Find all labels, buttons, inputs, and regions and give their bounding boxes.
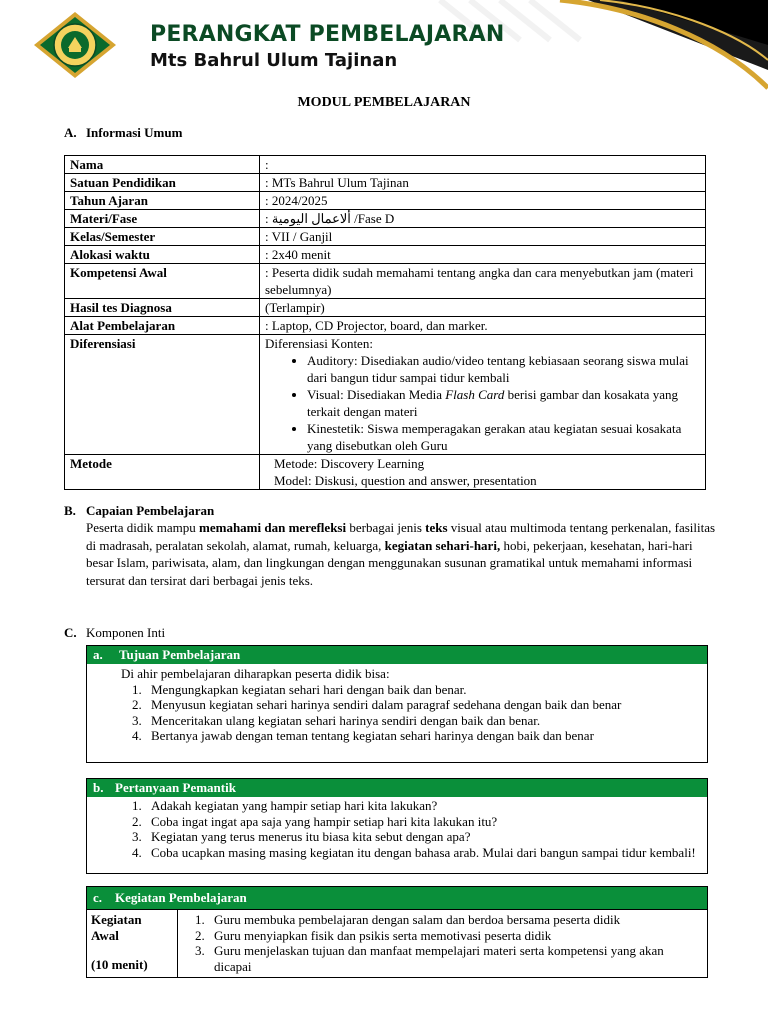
section-letter: C. [64, 625, 77, 640]
tujuan-box [86, 645, 708, 763]
text-run: berbagai jenis [346, 520, 426, 535]
table-row [65, 174, 706, 192]
pemantik-header [87, 779, 707, 797]
list-item: 2. Menyusun kegiatan sehari harinya sendiri dalam paragraf sedehana dengan baik dan benar [145, 697, 701, 713]
table-row [65, 264, 706, 299]
school-logo [32, 10, 118, 80]
document-title: MODUL PEMBELAJARAN [297, 95, 471, 110]
kegiatan-table [87, 910, 707, 978]
diferensiasi-list [265, 352, 700, 454]
list-item: 4. Coba ucapkan masing masing kegiatan itu dengan bahasa arab. Mulai dari bangun sampai tidur kembali! [145, 845, 701, 861]
list-item: 2. Guru menyiapkan fisik dan psikis serta memotivasi peserta didik [208, 928, 703, 944]
item-emphasis: Flash Card [445, 387, 505, 402]
capaian-paragraph [86, 519, 716, 589]
row-label: Satuan Pendidikan [65, 174, 260, 192]
list-item: 1. Adakah kegiatan yang hampir setiap hari kita lakukan? [145, 798, 701, 814]
section-c-heading [64, 625, 165, 641]
section-title: Komponen Inti [86, 625, 166, 640]
tujuan-header [87, 646, 707, 664]
model-line: Model: Diskusi, question and answer, presentation [274, 473, 537, 488]
row-value [260, 455, 706, 490]
section-letter: B. [64, 503, 76, 518]
header-title: PERANGKAT PEMBELAJARAN [150, 22, 505, 47]
pemantik-list [93, 798, 701, 860]
table-row [65, 455, 706, 490]
kegiatan-label: Awal [91, 927, 119, 943]
row-value: : MTs Bahrul Ulum Tajinan [260, 174, 706, 192]
text-run: Peserta didik mampu [86, 520, 200, 535]
section-title: Informasi Umum [86, 125, 183, 140]
row-label: Hasil tes Diagnosa [65, 299, 260, 317]
row-label: Materi/Fase [65, 210, 260, 228]
tujuan-list [93, 682, 701, 744]
pemantik-box [86, 778, 708, 874]
box-letter: c. [93, 890, 103, 905]
item-text: berisi gambar dan kosakata yang terkait dengan materi [307, 387, 678, 419]
list-item: • Auditory: Disediakan audio/video tentang kebiasaan seorang siswa mulai dari bangun tidur sampai tidur kembali [307, 352, 700, 386]
list-item: • Kinestetik: Siswa memperagakan gerakan atau kegiatan sesuai kosakata yang disebutkan oleh Guru [307, 420, 700, 454]
kegiatan-box [86, 886, 708, 978]
row-value: : Laptop, CD Projector, board, dan marker. [260, 317, 706, 335]
box-title: Tujuan Pembelajaran [119, 647, 241, 662]
list-item: 3. Menceritakan ulang kegiatan sehari harinya sendiri dengan baik dan benar. [145, 713, 701, 729]
row-label: Kompetensi Awal [65, 264, 260, 299]
list-item: 4. Bertanya jawab dengan teman tentang kegiatan sehari harinya dengan baik dan benar [145, 728, 701, 744]
kegiatan-time: (10 menit) [91, 957, 148, 973]
metode-line: Metode: Discovery Learning [274, 456, 425, 471]
kegiatan-label: Kegiatan [91, 912, 142, 927]
box-title: Pertanyaan Pemantik [115, 780, 236, 795]
row-value: : [260, 156, 706, 174]
row-value: : VII / Ganjil [260, 228, 706, 246]
table-row [65, 156, 706, 174]
row-label: Alokasi waktu [65, 246, 260, 264]
table-row [65, 210, 706, 228]
info-table [64, 155, 706, 490]
text-run: hobi, pekerjaan, kesehatan, hari-hari besar Islam, pariwisata, alam, dan lingkungan dengan menggunakan susunan gramatikal untuk memahami informasi tersurat dan tersirat dari berbagai jenis teks. [86, 537, 693, 588]
section-title: Capaian Pembelajaran [86, 503, 215, 518]
list-item: 3. Guru menjelaskan tujuan dan manfaat mempelajari materi serta kompetensi yang akan dicapai [208, 943, 703, 974]
row-value [260, 335, 706, 455]
header-subtitle: Mts Bahrul Ulum Tajinan [150, 50, 398, 71]
section-letter: A. [64, 125, 77, 140]
box-letter: b. [93, 780, 104, 795]
kegiatan-label-cell [87, 910, 178, 978]
pemantik-body [87, 797, 707, 866]
section-a-heading [64, 125, 182, 141]
row-label: Nama [65, 156, 260, 174]
list-item: 1. Guru membuka pembelajaran dengan salam dan berdoa bersama peserta didik [208, 912, 703, 928]
row-label: Alat Pembelajaran [65, 317, 260, 335]
kegiatan-steps-cell [178, 910, 708, 978]
kegiatan-list [182, 912, 703, 974]
kegiatan-header [87, 887, 707, 910]
row-label: Tahun Ajaran [65, 192, 260, 210]
table-row [65, 335, 706, 455]
row-label: Metode [65, 455, 260, 490]
text-bold: kegiatan sehari-hari, [384, 537, 501, 553]
text-run: visual atau multimoda tentang perkenalan, fasilitas di madrasah, peralatan sekolah, alamat, rumah, keluarga, [86, 520, 716, 553]
diferensiasi-intro: Diferensiasi Konten: [265, 336, 373, 351]
list-item [307, 386, 700, 420]
text-bold: memahami dan merefleksi [199, 520, 347, 535]
row-label: Kelas/Semester [65, 228, 260, 246]
table-row [87, 910, 707, 978]
section-b-heading [64, 503, 214, 519]
row-value: : 2024/2025 [260, 192, 706, 210]
list-item: 1. Mengungkapkan kegiatan sehari hari dengan baik dan benar. [145, 682, 701, 698]
tujuan-intro: Di ahir pembelajaran diharapkan peserta didik bisa: [121, 666, 390, 681]
box-title: Kegiatan Pembelajaran [115, 890, 247, 905]
text-bold: teks [425, 520, 448, 535]
list-item: 2. Coba ingat ingat apa saja yang hampir setiap hari kita lakukan itu? [145, 814, 701, 830]
row-value: (Terlampir) [260, 299, 706, 317]
list-item: 3. Kegiatan yang terus menerus itu biasa kita sebut dengan apa? [145, 829, 701, 845]
item-text: Visual: Disediakan Media [307, 387, 446, 402]
row-value: : ألاعمال اليومية /Fase D [260, 210, 706, 228]
table-row [65, 228, 706, 246]
tujuan-body [87, 664, 707, 750]
table-row [65, 317, 706, 335]
box-letter: a. [93, 647, 103, 662]
row-label: Diferensiasi [65, 335, 260, 455]
table-row [65, 299, 706, 317]
table-row [65, 192, 706, 210]
table-row [65, 246, 706, 264]
row-value: : Peserta didik sudah memahami tentang angka dan cara menyebutkan jam (materi sebelumnya) [260, 264, 706, 299]
row-value: : 2x40 menit [260, 246, 706, 264]
